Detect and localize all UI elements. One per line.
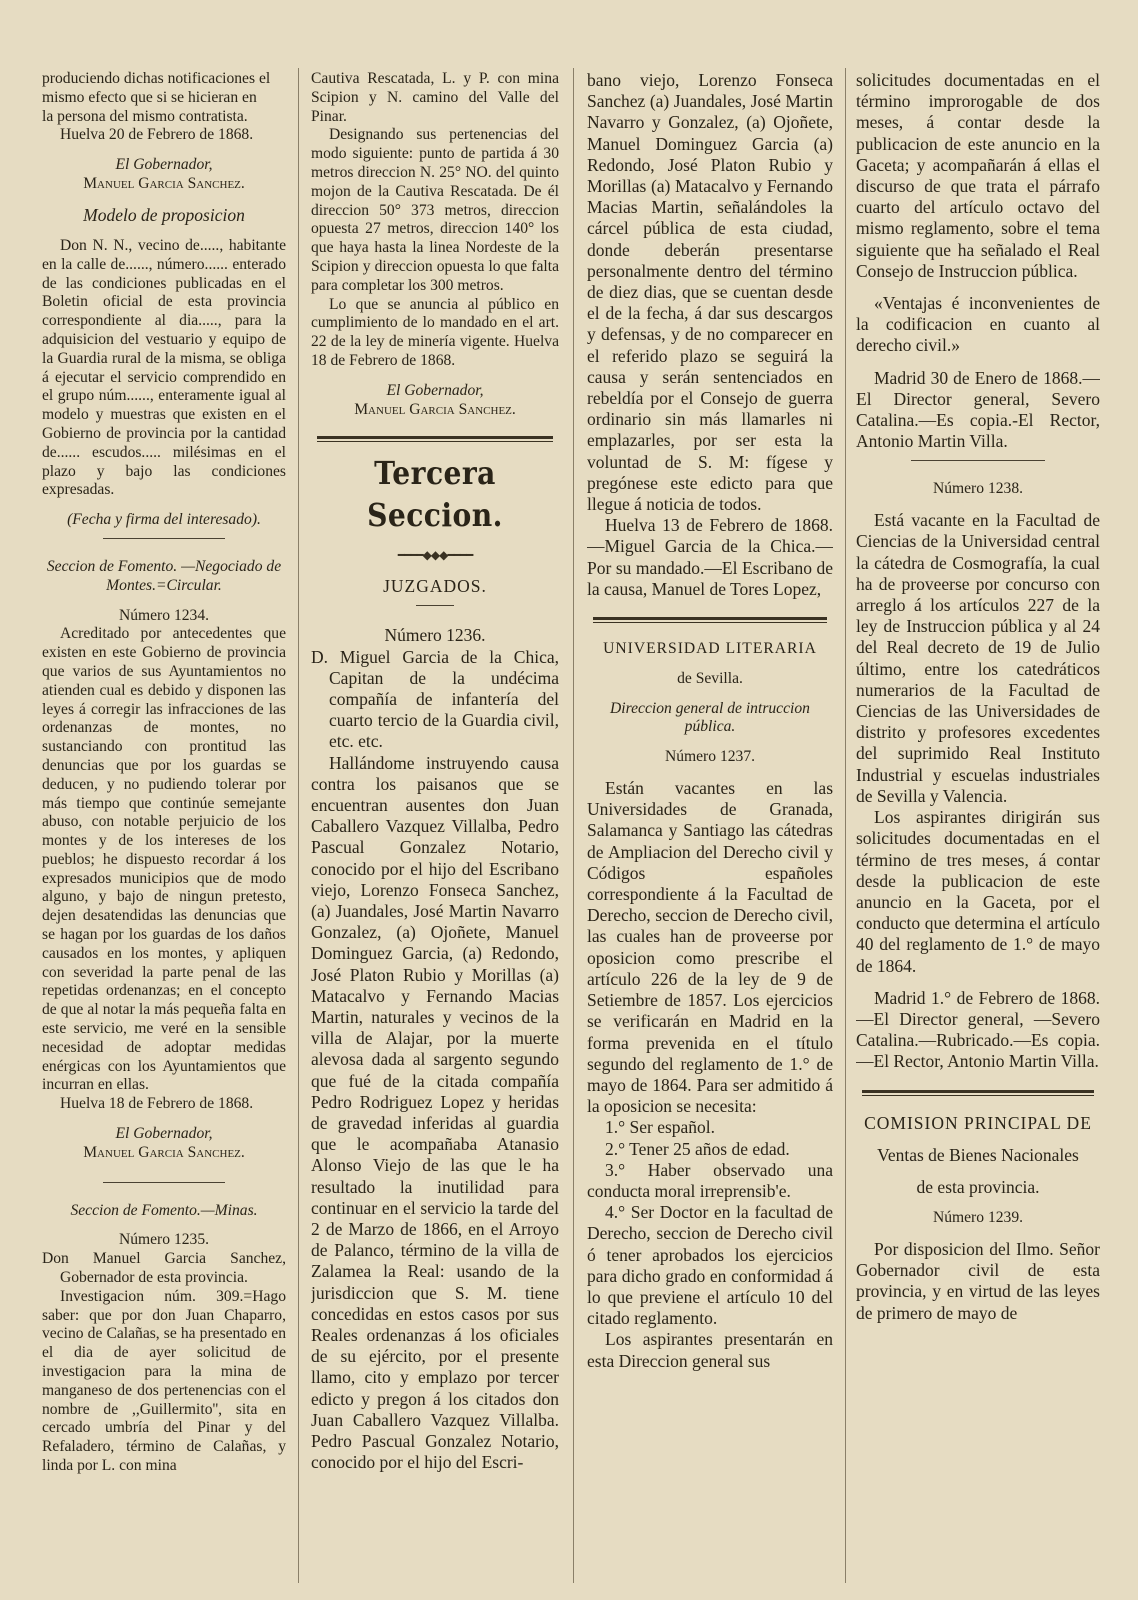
text-line: produciendo dichas notificaciones el [42,70,271,87]
ornament: ━━━━◆◆◆━━━━ [397,548,473,563]
divider [593,617,827,623]
notice-number: Número 1237. [664,748,756,766]
paragraph: «Ventajas é inconvenientes de la codificacion en cuanto al derecho civil.» [856,293,1100,356]
section-heading: COMISION PRINCIPAL DE [864,1112,1092,1133]
list-item: 3.° Haber observado una conducta moral irreprensib'e. [587,1159,833,1201]
paragraph: solicitudes documentadas en el término improrogable de dos meses, á contar desde la publicacion de este anuncio en la Gaceta; y acompañarán á ellas el discurso de que trata el párrafo cuarto del artículo octavo del mismo reglamento, sobre el tema siguiente que ha señalado el Real Consejo de Instruccion pública. [856,70,1100,281]
section-title: Tercera Seccion. [367,454,503,535]
signature-title: El Gobernador, [386,381,484,399]
list-item: 1.° Ser español. [605,1117,716,1138]
text-line: la persona del mismo contratista. [42,107,248,125]
paragraph: Lo que se anuncia al público en cumplimiento de lo mandado en el art. 22 de la ley de minería vigente. Huelva 18 de Febrero de 1868. [311,295,559,369]
signature-name: Manuel Garcia Sanchez. [83,1143,245,1161]
paragraph: Huelva 13 de Febrero de 1868.—Miguel Garcia de la Chica.—Por su mandado.—El Escribano de la causa, Manuel de Tores Lopez, [587,515,833,599]
column-3 [587,70,833,1585]
section-subheading: de Sevilla. [677,669,743,687]
paragraph: Los aspirantes dirigirán sus solicitudes documentadas en el término de tres meses, á contar desde la publicacion de este anuncio en la Gaceta, por el conducto que determina el artículo 40 del reglamento de 1.° de mayo de 1864. [856,807,1100,976]
column-2 [311,70,559,1585]
paragraph: D. Miguel Garcia de la Chica, Capitan de la undécima compañía de infantería del cuarto tercio de la Guardia civil, etc. etc. [311,646,559,752]
divider [911,460,1045,461]
divider [416,605,453,606]
text-line: mismo efecto que si se hicieran en [42,88,257,106]
date-line: Huelva 20 de Febrero de 1868. [60,126,254,144]
notice-number: Número 1236. [384,625,486,646]
paragraph: Están vacantes en las Universidades de Granada, Salamanca y Santiago las cátedras de Ampliacion del Derecho civil y Códigos españoles correspondiente á la Facultad de Derecho, seccion de Derecho civil, las cuales han de proveerse por oposicion como prescribe el artículo 226 de la ley de 9 de Setiembre de 1857. Los ejercicios se verificarán en Madrid en la forma prevenida en el título segundo del reglamento de 1.° de mayo de 1864. Para ser admitido á la oposicion se necesita: [587,778,833,1117]
paragraph: Investigacion núm. 309.=Hago saber: que por don Juan Chaparro, vecino de Calañas, se ha presentado en el dia de ayer solicitud de investigacion para la mina de manganeso de dos pertenencias con el nombre de ,,Guillermito'', sita en cercado umbría del Pinar y del Refaladero, término de Calañas, y linda por L. con mina [42,1287,286,1474]
section-heading: Seccion de Fomento. —Negociado de Montes.=Circular. [46,557,282,594]
paragraph: Designando sus pertenencias del modo siguiente: punto de partida á 30 metros direccion N. 25° NO. del quinto mojon de la Cautiva Rescatada. De él direccion 50° 373 metros, direccion opuesta 27 metros, direccion 140° los que haya hasta la linea Nordeste de la Scipion y direccion opuesta lo que falta para completar los 300 metros. [311,126,559,294]
signature-title: El Gobernador, [115,156,213,174]
notice-number: Número 1238. [932,480,1024,498]
date-line: Huelva 18 de Febrero de 1868. [60,1095,254,1113]
paragraph: Acreditado por antecedentes que existen en este Gobierno de provincia que varios de sus Ayuntamientos no atienden cual es debido y disponen las leyes á corregir las infracciones de las ordenanzas de montes, no sustanciando con prontitud las denuncias que por los guardas se deducen, y no pudiendo tolerar por más tiempo que continúe semejante abuso, con notable perjuicio de los montes y de los intereses de los pueblos; he dispuesto recordar á los expresados municipios que de modo alguno, y bajo de ningun pretesto, dejen desatendidas las denuncias que se hagan por los guardas de los daños causados en los montes, y apliquen con severidad la parte penal de las repetidas ordenanzas; en el concepto de que al notar la más pequeña falta en este servicio, me veré en la sensible necesidad de adoptar medidas enérgicas con los Ayuntamientos que incurran en ellas. [42,625,286,1094]
divider [317,436,553,442]
column-divider [298,68,299,1583]
notice-number: Número 1239. [932,1209,1024,1227]
section-heading: Direccion general de intruccion pública. [610,699,810,736]
list-item: 4.° Ser Doctor en la facultad de Derecho, seccion de Derecho civil ó tener aprobados los ejercicios para dicho grado en conformidad á lo que previene el artículo 10 del citado reglamento. [587,1202,833,1329]
paragraph: Hallándome instruyendo causa contra los paisanos que se encuentran ausentes don Juan Caballero Vazquez Villalba, Pedro Pascual Gonzalez Notario, conocido por el hijo del Escribano viejo, Lorenzo Fonseca Sanchez, (a) Juandales, José Martin Navarro Gonzalez, (a) Ojoñete, Manuel Dominguez Garcia, (a) Redondo, José Platon Rubio y Morillas (a) Matacalvo y Fernando Macias Martin, naturales y vecinos de la villa de Alajar, por la muerte alevosa dada al sargento segundo que fué de la citada compañía Pedro Rodriguez Lopez y heridas de gravedad inferidas al guardia que le acompañaba Atanasio Alonso Viejo de las que le ha resultado la inutilidad para continuar en el servicio la tarde del 2 de Marzo de 1866, en el Arroyo de Palanco, término de la villa de Zalamea la Real: usando de la jurisdiccion que S. M. tiene concedidas en estos casos por sus Reales ordenanzas á los oficiales de su ejército, por el presente llamo, cito y emplazo por tercer edicto y pregon á los citados don Juan Caballero Vazquez Villalba. Pedro Pascual Gonzalez Notario, conocido por el hijo del Escri- [311,752,559,1473]
paragraph: Don N. N., vecino de....., habitante en la calle de......, número...... enterado de las condiciones publicadas en el Boletin oficial de esta provincia correspondiente al dia....., para la adquisicion del vestuario y equipo de la Guardia rural de la misma, se obliga á ejecutar el servicio comprendido en el grupo núm......, enteramente igual al modelo y muestras que existen en el Gobierno de provincia por la cantidad de...... escudos..... milésimas en el plazo y bajo las condiciones expresadas. [42,236,286,499]
paragraph: Está vacante en la Facultad de Ciencias de la Universidad central la cátedra de Cosmografía, la cual ha de proveerse por concurso con arreglo á los artículos 227 de la ley de Instruccion pública y al 24 del Real decreto de 19 de Julio último, entre los catedráticos numerarios de la Facultad de Ciencias de las Universidades de distrito y profesores excedentes del suprimido Real Instituto Industrial y escuelas industriales de Sevilla y Valencia. [856,510,1100,806]
paragraph: Madrid 1.° de Febrero de 1868.—El Director general, —Severo Catalina.—Rubricado.—Es copia.—El Rector, Antonio Martin Villa. [856,987,1100,1072]
signature-name: Manuel Garcia Sanchez. [354,400,516,418]
list-item: 2.° Tener 25 años de edad. [605,1138,790,1159]
column-divider [845,68,846,1583]
divider [103,538,225,539]
paragraph: Madrid 30 de Enero de 1868.—El Director general, Severo Catalina.—Es copia.-El Rector, Antonio Martin Villa. [856,367,1100,452]
signature-note: (Fecha y firma del interesado). [67,511,261,529]
section-subheading: de esta provincia. [916,1176,1040,1197]
section-heading: Seccion de Fomento.—Minas. [70,1201,258,1219]
notice-number: Número 1234. [118,606,210,624]
paragraph: bano viejo, Lorenzo Fonseca Sanchez (a) Juandales, José Martin Navarro y Gonzalez, (a) Ojoñete, Manuel Dominguez Garcia (a) Redondo, José Platon Rubio y Morillas (a) Matacalvo y Fernando Macias Martin, señalándoles la cárcel pública de esta ciudad, donde deberán presentarse personalmente dentro del término de diez dias, que se cuentan desde el de la fecha, á dar sus descargos y defensas, y de no comparecer en el referido plazo se seguirá la causa y serán sentenciados en rebeldía por el Consejo de guerra ordinario sin más llamarles ni emplazarles, por ser esta la voluntad de S. M: fígese y pregónese este edicto para que llegue á noticia de todos. [587,70,833,515]
signature-title: El Gobernador, [115,1125,213,1143]
paragraph: Cautiva Rescatada, L. y P. con mina Scipion y N. camino del Valle del Pinar. [311,70,559,125]
paragraph: Los aspirantes presentarán en esta Direccion general sus [587,1329,833,1371]
section-heading: Modelo de proposicion [83,204,245,225]
section-heading: UNIVERSIDAD LITERARIA [603,640,817,658]
paragraph: Don Manuel Garcia Sanchez, Gobernador de esta provincia. [42,1250,286,1287]
signature-name: Manuel Garcia Sanchez. [83,174,245,192]
divider [103,1182,225,1183]
notice-number: Número 1235. [118,1231,210,1249]
column-1 [42,70,286,1585]
paragraph: Por disposicion del Ilmo. Señor Gobernador civil de esta provincia, y en virtud de las leyes de primero de mayo de [856,1238,1100,1323]
divider [862,1090,1094,1096]
section-heading: JUZGADOS. [383,576,487,597]
column-4 [856,70,1100,1585]
section-subheading: Ventas de Bienes Nacionales [877,1144,1079,1165]
column-divider [573,68,574,1583]
